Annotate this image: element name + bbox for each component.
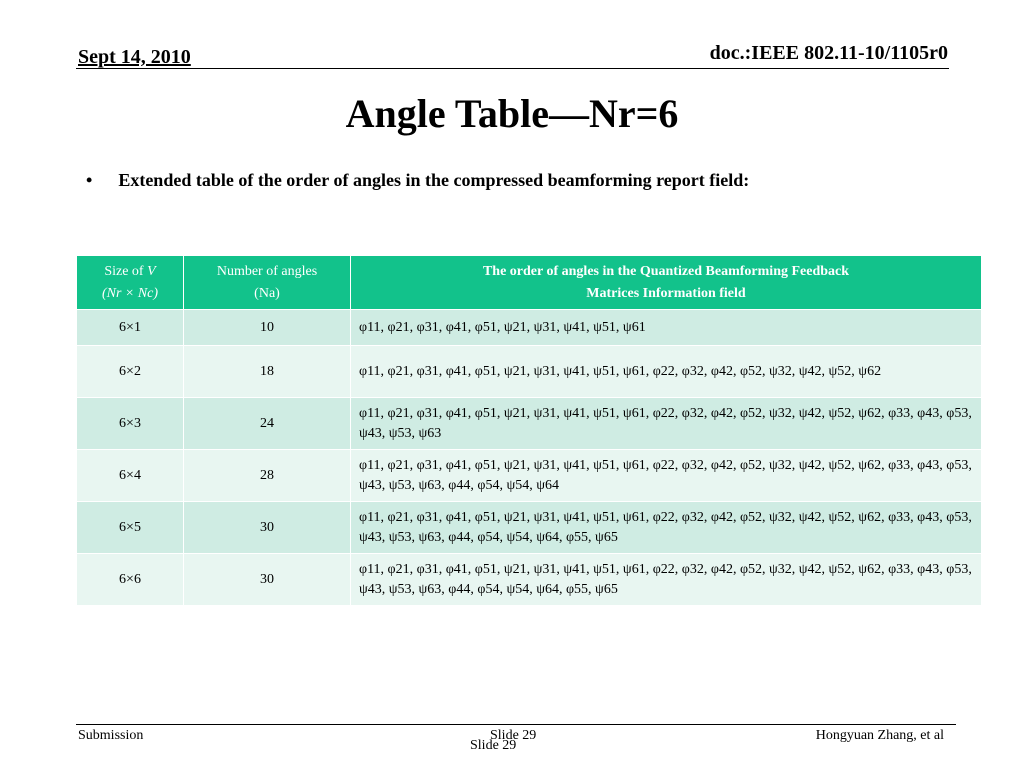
bullet-marker: • — [86, 170, 93, 190]
table-row — [77, 502, 982, 554]
cell-order: φ11, φ21, φ31, φ41, φ51, ψ21, ψ31, ψ41, ψ51, ψ61, φ22, φ32, φ42, φ52, ψ32, ψ42, ψ52, ψ62, φ33, φ43, φ53, ψ43, ψ53, ψ63, φ44, φ54, ψ54, ψ64, φ55, ψ65 — [351, 554, 982, 606]
bullet-text: Extended table of the order of angles in the compressed beamforming report field: — [118, 170, 750, 190]
table-header-row — [77, 256, 982, 310]
header-order-line1: The order of angles in the Quantized Beamforming Feedback — [482, 263, 850, 279]
footer-slide-number-duplicate: Slide 29 — [470, 738, 517, 753]
cell-na: 24 — [184, 398, 351, 450]
header-order-line2: Matrices Information field — [586, 285, 746, 301]
table-row — [77, 554, 982, 606]
header-size-var: V — [147, 263, 156, 279]
cell-na: 28 — [184, 450, 351, 502]
cell-na: 18 — [184, 346, 351, 398]
footer-divider — [76, 724, 956, 725]
header-num-angles — [184, 256, 351, 310]
cell-order: φ11, φ21, φ31, φ41, φ51, ψ21, ψ31, ψ41, ψ51, ψ61 — [351, 310, 982, 346]
slide-title: Angle Table—Nr=6 — [345, 91, 679, 136]
footer-slide-number: Slide 29 — [490, 728, 537, 743]
cell-size: 6×4 — [77, 450, 184, 502]
cell-size: 6×1 — [77, 310, 184, 346]
cell-size: 6×6 — [77, 554, 184, 606]
footer-submission: Submission — [78, 728, 144, 743]
header-size — [77, 256, 184, 310]
header-size-line1: Size of — [104, 263, 148, 279]
angle-table — [77, 256, 982, 606]
header-size-line2: (Nr × Nc) — [101, 285, 159, 301]
header-divider — [76, 68, 949, 69]
cell-na: 30 — [184, 554, 351, 606]
cell-size: 6×5 — [77, 502, 184, 554]
cell-na: 30 — [184, 502, 351, 554]
cell-order: φ11, φ21, φ31, φ41, φ51, ψ21, ψ31, ψ41, ψ51, ψ61, φ22, φ32, φ42, φ52, ψ32, ψ42, ψ52, ψ62, φ33, φ43, φ53, ψ43, ψ53, ψ63, φ44, φ54, ψ54, ψ64 — [351, 450, 982, 502]
cell-size: 6×2 — [77, 346, 184, 398]
table-row — [77, 450, 982, 502]
bullet-point — [86, 170, 749, 191]
header-order — [351, 256, 982, 310]
header-num-line1: Number of angles — [216, 263, 318, 279]
table-row — [77, 398, 982, 450]
header-doc-id: doc.:IEEE 802.11-10/1105r0 — [709, 42, 948, 64]
table-row — [77, 310, 982, 346]
table-row — [77, 346, 982, 398]
cell-na: 10 — [184, 310, 351, 346]
header-date: Sept 14, 2010 — [78, 46, 191, 68]
cell-order: φ11, φ21, φ31, φ41, φ51, ψ21, ψ31, ψ41, ψ51, ψ61, φ22, φ32, φ42, φ52, ψ32, ψ42, ψ52, ψ62 — [351, 346, 982, 398]
cell-size: 6×3 — [77, 398, 184, 450]
cell-order: φ11, φ21, φ31, φ41, φ51, ψ21, ψ31, ψ41, ψ51, ψ61, φ22, φ32, φ42, φ52, ψ32, ψ42, ψ52, ψ62, φ33, φ43, φ53, ψ43, ψ53, ψ63 — [351, 398, 982, 450]
cell-order: φ11, φ21, φ31, φ41, φ51, ψ21, ψ31, ψ41, ψ51, ψ61, φ22, φ32, φ42, φ52, ψ32, ψ42, ψ52, ψ62, φ33, φ43, φ53, ψ43, ψ53, ψ63, φ44, φ54, ψ54, ψ64, φ55, ψ65 — [351, 502, 982, 554]
header-num-line2: (Na) — [254, 285, 280, 301]
footer-author: Hongyuan Zhang, et al — [815, 728, 944, 743]
